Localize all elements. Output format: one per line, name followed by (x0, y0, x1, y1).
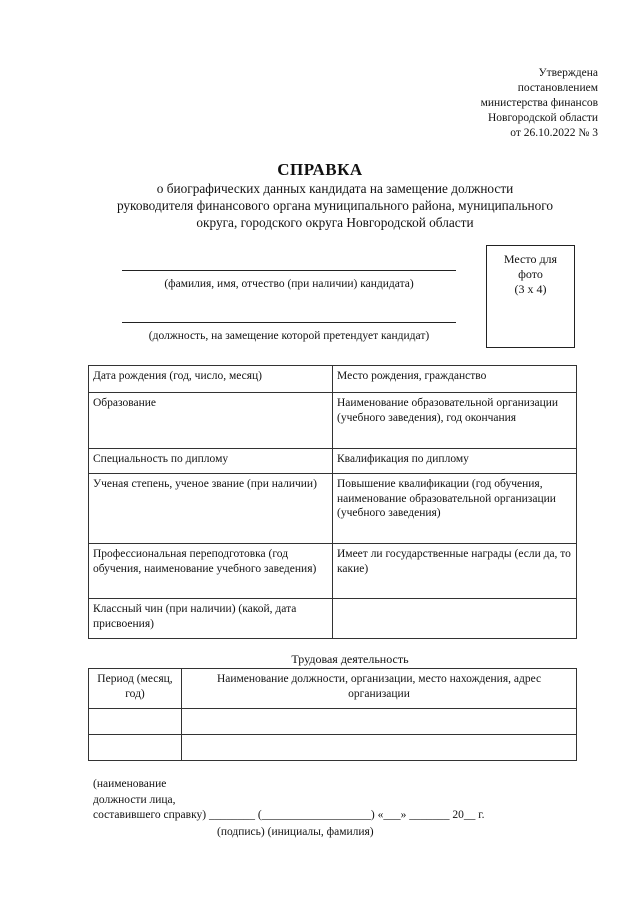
subtitle-line: о биографических данных кандидата на замещение должности (156, 181, 514, 196)
table-row (89, 474, 577, 544)
signature-line[interactable]: составившего справку) ________ (___________________) «___» _______ 20__ г. (93, 809, 485, 821)
position-header: Наименование должности, организации, место нахождения, адрес организации (182, 669, 577, 709)
awards-cell[interactable]: Имеет ли государственные награды (если да, то какие) (333, 544, 577, 599)
position-cell[interactable] (182, 709, 577, 735)
table-row (89, 735, 577, 761)
training-cell[interactable]: Повышение квалификации (год обучения, наименование образовательной организации (учебного заведения) (333, 474, 577, 544)
approval-line: от 26.10.2022 № 3 (510, 127, 598, 139)
degree-cell[interactable]: Ученая степень, ученое звание (при наличии) (89, 474, 333, 544)
table-header-row (89, 669, 577, 709)
position-cell[interactable] (182, 735, 577, 761)
education-cell[interactable]: Образование (89, 393, 333, 449)
document-title: СПРАВКА (277, 160, 363, 179)
position-field-line[interactable] (122, 322, 456, 323)
birth-date-cell[interactable]: Дата рождения (год, число, месяц) (89, 366, 333, 393)
name-field-line[interactable] (122, 270, 456, 271)
approval-line: Новгородской области (487, 112, 598, 124)
photo-label: (3 х 4) (514, 282, 547, 296)
approval-line: министерства финансов (480, 97, 598, 109)
position-field-caption: (должность, на замещение которой претендует кандидат) (148, 330, 430, 342)
period-cell[interactable] (89, 735, 182, 761)
compiler-label: должности лица, (93, 794, 176, 806)
rank-cell[interactable]: Классный чин (при наличии) (какой, дата присвоения) (89, 599, 333, 639)
table-row (89, 599, 577, 639)
approval-line: Утверждена (538, 67, 598, 79)
compiler-block (93, 776, 176, 808)
table-row (89, 544, 577, 599)
document-subtitle (70, 180, 600, 231)
table-row (89, 393, 577, 449)
photo-placeholder (486, 245, 575, 348)
institution-cell[interactable]: Наименование образовательной организации (учебного заведения), год окончания (333, 393, 577, 449)
qualification-cell[interactable]: Квалификация по диплому (333, 449, 577, 474)
table-row (89, 366, 577, 393)
rank-value-cell[interactable] (333, 599, 577, 639)
subtitle-line: округа, городского округа Новгородской области (196, 215, 474, 230)
photo-label: фото (518, 267, 543, 281)
name-field-caption: (фамилия, имя, отчество (при наличии) кандидата) (164, 278, 414, 290)
subtitle-line: руководителя финансового органа муниципального района, муниципального (116, 198, 554, 213)
biography-table (88, 365, 577, 639)
table-row (89, 709, 577, 735)
table-row (89, 449, 577, 474)
signature-caption: (подпись) (инициалы, фамилия) (217, 826, 374, 838)
approval-stamp (481, 66, 598, 141)
compiler-label: (наименование (93, 778, 167, 790)
specialty-cell[interactable]: Специальность по диплому (89, 449, 333, 474)
work-history-caption: Трудовая деятельность (291, 652, 409, 666)
approval-line: постановлением (517, 82, 598, 94)
retraining-cell[interactable]: Профессиональная переподготовка (год обучения, наименование учебного заведения) (89, 544, 333, 599)
birth-place-cell[interactable]: Место рождения, гражданство (333, 366, 577, 393)
work-history-table (88, 668, 577, 761)
photo-label: Место для (503, 252, 558, 266)
period-header: Период (месяц, год) (89, 669, 182, 709)
period-cell[interactable] (89, 709, 182, 735)
